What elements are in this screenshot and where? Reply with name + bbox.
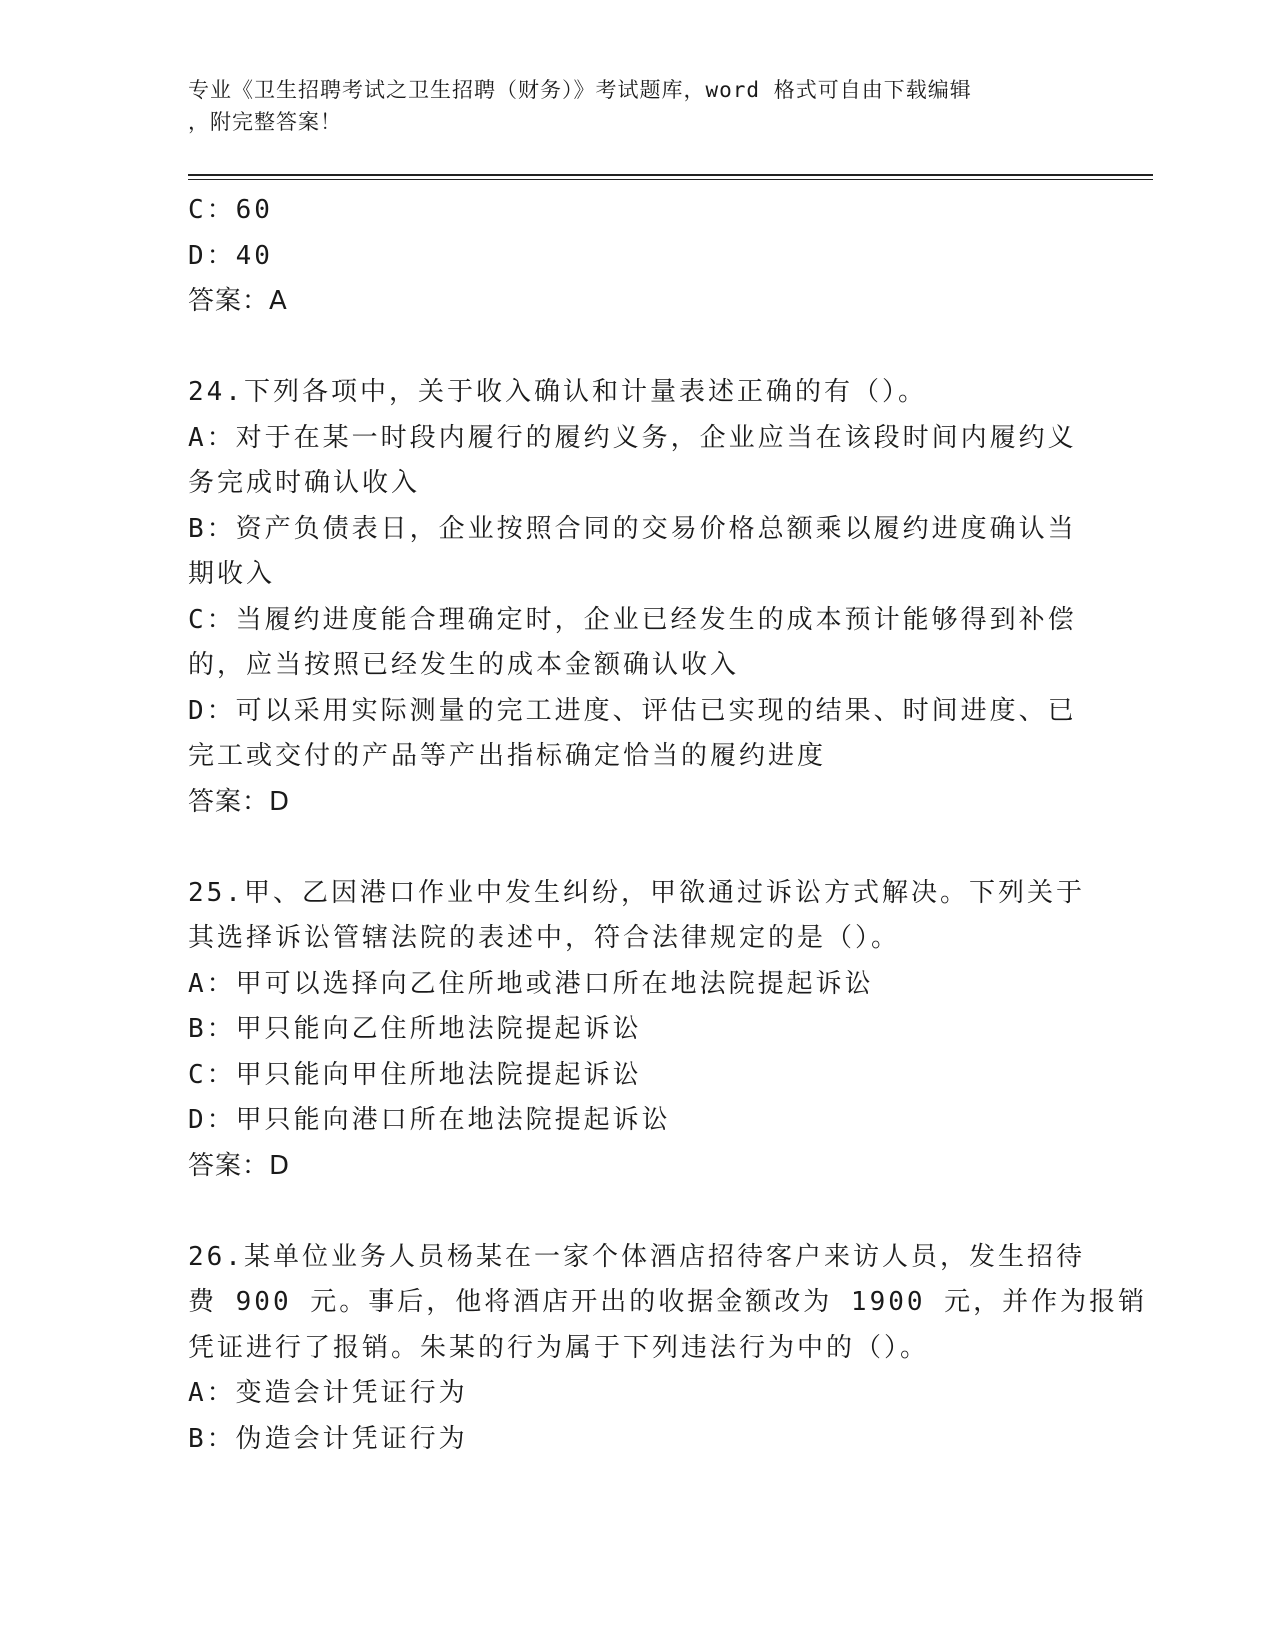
- spacer: [188, 1189, 1088, 1235]
- q25-option-b: B：甲只能向乙住所地法院提起诉讼: [188, 1014, 642, 1044]
- q24-option-b-line-2: 期收入: [188, 559, 276, 589]
- header-line-2: ，附完整答案！: [188, 110, 342, 134]
- q25-option-d: D：甲只能向港口所在地法院提起诉讼: [188, 1105, 671, 1135]
- q24-option-c-line-1: C：当履约进度能合理确定时，企业已经发生的成本预计能够得到补偿: [188, 604, 1077, 635]
- q24-option-b-line-1: B：资产负债表日，企业按照合同的交易价格总额乘以履约进度确认当: [188, 513, 1077, 544]
- header-divider-thin: [188, 179, 1153, 180]
- q24-option-c-line-2: 的，应当按照已经发生的成本金额确认收入: [188, 650, 740, 680]
- q24-option-d-line-2: 完工或交付的产品等产出指标确定恰当的履约进度: [188, 741, 827, 771]
- q24-answer: 答案：D: [188, 786, 291, 817]
- q23-option-d: D：40: [188, 240, 273, 271]
- q25-option-c: C：甲只能向甲住所地法院提起诉讼: [188, 1059, 642, 1090]
- q23-option-c: C：60: [188, 195, 273, 225]
- header-line-1: 专业《卫生招聘考试之卫生招聘（财务）》考试题库，word 格式可自由下载编辑: [188, 78, 972, 102]
- document-header: [188, 74, 1088, 138]
- q24-option-a-line-1: A：对于在某一时段内履行的履约义务，企业应当在该段时间内履约义: [188, 422, 1077, 453]
- q26-option-a: A：变造会计凭证行为: [188, 1378, 468, 1408]
- q25-stem-line-1: 25.甲、乙因港口作业中发生纠纷，甲欲通过诉讼方式解决。下列关于: [188, 877, 1085, 908]
- spacer: [188, 325, 1088, 371]
- q26-stem-line-3: 凭证进行了报销。朱某的行为属于下列违法行为中的（）。: [188, 1332, 930, 1363]
- question-content: [188, 188, 1148, 1462]
- q25-stem-line-2: 其选择诉讼管辖法院的表述中，符合法律规定的是（）。: [188, 923, 901, 953]
- q26-option-b: B：伪造会计凭证行为: [188, 1423, 468, 1454]
- q25-option-a: A：甲可以选择向乙住所地或港口所在地法院提起诉讼: [188, 968, 874, 999]
- q23-answer: 答案：A: [188, 286, 288, 316]
- q26-stem-line-1: 26.某单位业务人员杨某在一家个体酒店招待客户来访人员，发生招待: [188, 1241, 1085, 1272]
- q24-stem: 24.下列各项中，关于收入确认和计量表述正确的有（）。: [188, 377, 927, 407]
- q24-option-a-line-2: 务完成时确认收入: [188, 468, 421, 498]
- spacer: [188, 825, 1088, 871]
- q24-option-d-line-1: D：可以采用实际测量的完工进度、评估已实现的结果、时间进度、已: [188, 695, 1077, 726]
- q26-stem-line-2: 费 900 元。事后，他将酒店开出的收据金额改为 1900 元，并作为报销: [188, 1287, 1148, 1317]
- header-divider-thick: [188, 174, 1153, 176]
- q25-answer: 答案：D: [188, 1150, 291, 1181]
